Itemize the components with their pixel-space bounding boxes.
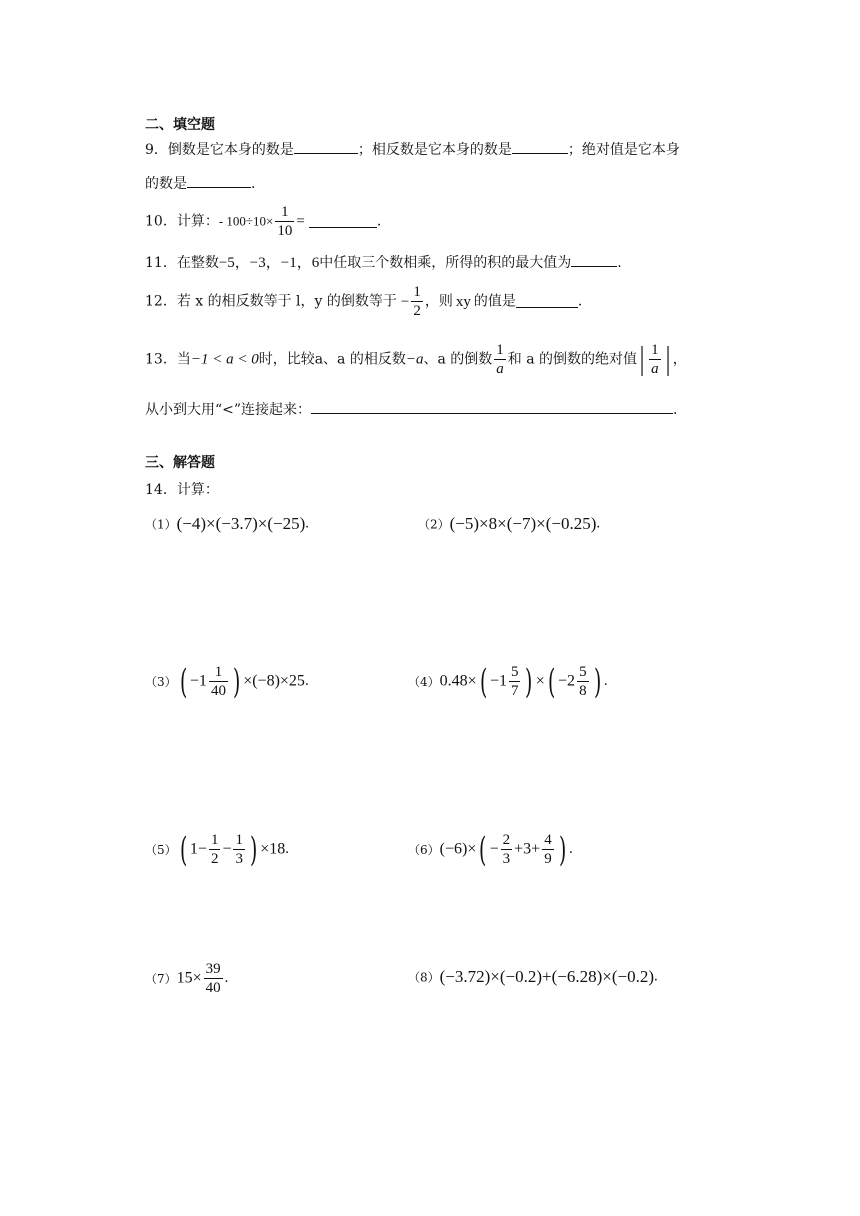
problem-5-d2: 3: [235, 851, 243, 867]
q11-numbers: −5，−3，−1，6: [218, 255, 320, 271]
problem-4-d2: 8: [579, 683, 587, 699]
problem-4-rparen-1: ): [525, 661, 533, 702]
problem-6-n1: 2: [502, 832, 511, 848]
q13-blank: [311, 401, 673, 414]
q13-abs-left: |: [639, 341, 645, 377]
problem-5-minus: −: [222, 840, 232, 858]
q13-abs-fraction: [649, 341, 661, 378]
question-13-line-1: [145, 341, 687, 378]
problem-1-expr: (−4)×(−3.7)×(−25): [176, 514, 306, 533]
q12-neg: −: [400, 293, 410, 310]
q11-rest: 中任取三个数相乘，所得的积的最大值为: [319, 255, 572, 271]
q9-text-1: 9．倒数是它本身的数是: [145, 142, 294, 158]
problem-3: [145, 663, 309, 700]
problem-4-lparen-1: (: [479, 661, 487, 702]
q13-abs-num: 1: [651, 342, 659, 358]
problem-3-rparen: ): [232, 661, 241, 702]
problem-6-mid: +3+: [514, 840, 541, 858]
problem-5-a: 1−: [189, 840, 207, 858]
q13-text-f: 和 a 的倒数的绝对值: [507, 351, 638, 368]
question-14-label: 14．计算：: [145, 482, 219, 498]
q9-blank-2: [512, 141, 568, 154]
problem-8-index: （8）: [408, 970, 440, 985]
problem-4-rparen-2: ): [593, 661, 601, 702]
problem-5-lparen: (: [179, 829, 187, 870]
question-9-line-1: [145, 140, 680, 160]
section-heading-solve: 三、解答题: [145, 455, 215, 471]
problem-1-end: .: [305, 515, 310, 532]
problem-3-lparen: (: [179, 661, 187, 702]
q10-expr: - 100÷10×: [218, 213, 274, 229]
problem-6-n2: 4: [544, 832, 552, 848]
problem-7: [145, 960, 228, 997]
problem-7-end: .: [224, 970, 229, 986]
question-11: [145, 253, 622, 273]
q13-text-c: a、a 的相反数: [314, 351, 406, 368]
q9-text-2: ；相反数是它本身的数是: [357, 142, 512, 158]
q13-text-a: 13．当: [145, 351, 191, 368]
q13-abs-den: a: [651, 361, 659, 377]
q13-text-b: 时，比较: [258, 351, 315, 368]
problem-5-rest: ×18: [260, 840, 286, 858]
q10-blank: [309, 215, 377, 228]
q12-text-c: 的值是: [473, 293, 516, 310]
q9-text-3: ；绝对值是它本身: [567, 142, 680, 158]
problem-6-end: .: [568, 841, 573, 857]
q10-num: 1: [281, 204, 289, 220]
problem-5-d1: 2: [210, 851, 219, 867]
problem-6-d1: 3: [502, 851, 511, 867]
q12-den: 2: [413, 303, 421, 319]
section-heading-fill-in: 二、填空题: [145, 117, 215, 133]
problem-6-rparen: ): [558, 829, 566, 870]
problem-6-lparen: (: [479, 829, 487, 870]
q13-inequality: −1 < a < 0: [190, 351, 259, 368]
problem-7-den: 40: [205, 980, 221, 996]
problem-5-n2: 1: [235, 832, 243, 848]
problem-6-a: (−6)×: [439, 840, 477, 858]
q12-end: .: [577, 293, 583, 310]
q13-num: 1: [496, 342, 504, 358]
problem-3-rest: ×(−8)×25: [243, 672, 305, 690]
q11-end: .: [617, 255, 622, 271]
problem-4-d1: 7: [510, 683, 519, 699]
problem-1: [145, 514, 309, 534]
problem-5-fraction-2: [233, 831, 245, 868]
problem-4-w2: −2: [558, 672, 576, 690]
problem-5-n1: 1: [210, 832, 219, 848]
problem-3-den: 40: [210, 683, 226, 699]
problem-7-num: 39: [205, 961, 221, 977]
problem-6-d2: 9: [544, 851, 552, 867]
problem-5: [145, 831, 289, 868]
q12-blank: [516, 295, 578, 308]
problem-3-end: .: [304, 673, 309, 689]
problem-5-end: .: [285, 841, 290, 857]
problem-8: [408, 967, 658, 987]
problem-6: [408, 831, 573, 868]
q10-den: 10: [277, 223, 293, 239]
q13-abs-right: |: [665, 341, 671, 377]
q11-text: 11．在整数: [145, 255, 219, 271]
problem-6-index: （6）: [408, 843, 440, 857]
question-12: [145, 283, 582, 320]
q12-text-a: 12．若 x 的相反数等于 l，y 的倒数等于: [145, 293, 397, 310]
q13-fraction: [494, 341, 506, 378]
problem-4-n1: 5: [510, 664, 519, 680]
problem-4-a: 0.48×: [439, 672, 477, 690]
problem-2-end: .: [596, 515, 601, 532]
problem-4-fraction-2: [577, 663, 589, 700]
problem-4: [408, 663, 608, 700]
problem-3-index: （3）: [145, 675, 177, 689]
q13-line-2-text: 从小到大用“<”连接起来：: [145, 402, 312, 418]
problem-5-index: （5）: [145, 843, 177, 857]
q10-fraction: [275, 203, 294, 240]
problem-4-n2: 5: [579, 664, 587, 680]
problem-7-fraction: [204, 960, 223, 997]
problem-6-fraction-1: [501, 831, 513, 868]
question-10: [145, 203, 381, 240]
question-13-line-2: [145, 400, 678, 420]
problem-4-fraction-1: [509, 663, 521, 700]
q12-fraction: [411, 283, 423, 320]
problem-4-end: .: [603, 673, 608, 689]
problem-2-index: （2）: [418, 517, 450, 532]
question-9-line-2: [145, 174, 255, 194]
q10-label: 10．计算：: [145, 213, 219, 230]
problem-4-w1: −1: [489, 672, 507, 690]
q13-comma: ，: [672, 351, 687, 368]
q13-text-e: 、a 的倒数: [423, 351, 493, 368]
problem-4-lparen-2: (: [547, 661, 556, 702]
problem-3-fraction: [209, 663, 228, 700]
q9-blank-1: [294, 141, 358, 154]
problem-3-num: 1: [214, 664, 223, 680]
q9-text-4: 的数是: [145, 176, 187, 192]
problem-1-index: （1）: [145, 517, 177, 532]
q12-text-b: ，则: [424, 293, 453, 310]
problem-8-expr: (−3.72)×(−0.2)+(−6.28)×(−0.2): [439, 967, 655, 986]
problem-3-whole: −1: [189, 672, 207, 690]
problem-7-index: （7）: [145, 972, 177, 986]
q13-den: a: [496, 361, 504, 377]
q11-blank: [571, 254, 617, 267]
q9-blank-3: [187, 175, 251, 188]
problem-5-rparen: ): [249, 829, 258, 870]
problem-8-end: .: [654, 968, 658, 985]
q12-xy: xy: [455, 293, 471, 310]
q12-num: 1: [413, 284, 421, 300]
problem-4-times: ×: [535, 672, 545, 690]
q13-end: .: [673, 402, 678, 418]
problem-4-index: （4）: [408, 675, 440, 689]
problem-2: [418, 514, 600, 534]
q9-end: .: [251, 176, 256, 192]
q10-end: .: [376, 213, 382, 230]
problem-6-fraction-2: [542, 831, 554, 868]
q10-eq: =: [296, 213, 305, 230]
problem-2-expr: (−5)×8×(−7)×(−0.25): [449, 514, 597, 533]
problem-7-a: 15×: [176, 969, 202, 987]
q13-neg-a: −a: [405, 351, 424, 368]
problem-6-neg: −: [489, 840, 499, 858]
problem-5-fraction-1: [209, 831, 221, 868]
